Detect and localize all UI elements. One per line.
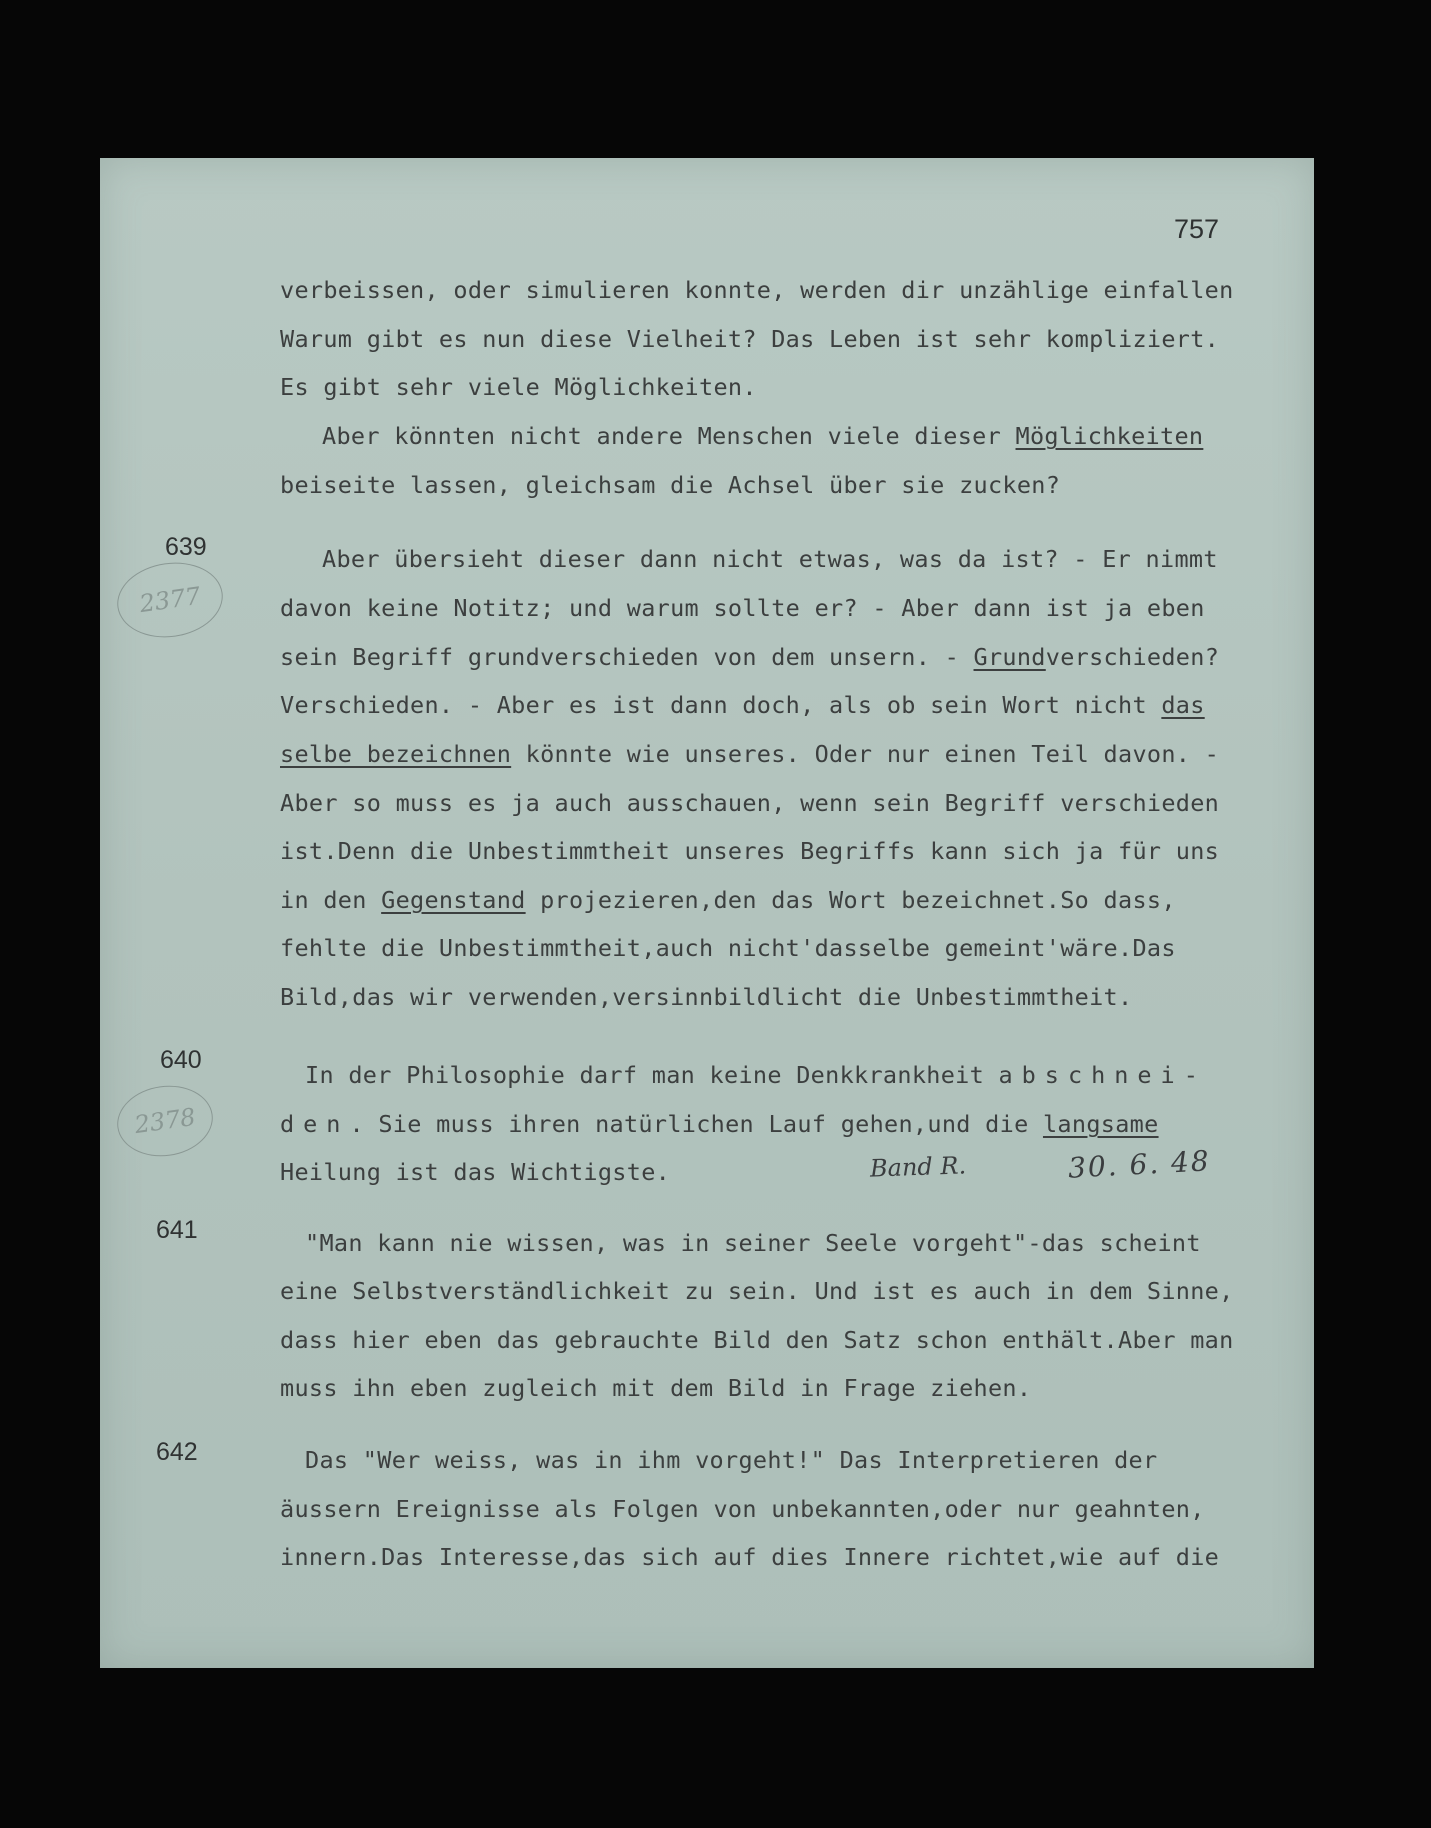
page-number: 757 bbox=[1174, 214, 1220, 244]
underlined-word: langsame bbox=[1042, 1110, 1159, 1138]
text-segment: Das "Wer weiss, was in ihm vorgeht!" Das Interpretieren der bbox=[305, 1446, 1158, 1474]
typed-line bbox=[280, 886, 1176, 914]
text-segment: muss ihn eben zugleich mit dem Bild in Frage ziehen. bbox=[280, 1374, 1032, 1402]
typed-line bbox=[280, 471, 1061, 499]
text-segment: beiseite lassen, gleichsam die Achsel über sie zucken? bbox=[280, 471, 1061, 499]
handwritten-band-note: Band R. bbox=[869, 1151, 967, 1183]
typed-line bbox=[280, 594, 1205, 622]
text-segment: dass hier eben das gebrauchte Bild den Satz schon enthält.Aber man bbox=[280, 1326, 1234, 1354]
typed-line bbox=[280, 643, 1220, 671]
remark-number-639: 639 bbox=[165, 533, 207, 561]
remark-number-640: 640 bbox=[160, 1046, 202, 1074]
stamp-circle-2378 bbox=[113, 1080, 218, 1163]
typed-line bbox=[280, 934, 1176, 962]
remark-number-641: 641 bbox=[156, 1216, 198, 1244]
stamp-number: 2378 bbox=[132, 1102, 198, 1140]
typed-line bbox=[280, 1543, 1220, 1571]
text-segment: sein Begriff grundverschieden von dem unsern. - bbox=[280, 643, 974, 671]
text-segment: Aber übersieht dieser dann nicht etwas, was da ist? - Er nimmt bbox=[322, 545, 1218, 573]
typed-line bbox=[280, 983, 1133, 1011]
stamp-circle-2377 bbox=[112, 556, 227, 644]
typed-line bbox=[280, 1326, 1234, 1354]
typed-line bbox=[322, 545, 1218, 573]
underlined-word: das bbox=[1161, 691, 1205, 719]
typed-line bbox=[280, 691, 1205, 719]
text-segment: verschieden? bbox=[1045, 643, 1220, 671]
typescript-page bbox=[100, 158, 1314, 1668]
text-segment: Verschieden. - Aber es ist dann doch, als ob sein Wort nicht bbox=[280, 691, 1162, 719]
text-segment: In der Philosophie darf man keine Denkkrankheit bbox=[305, 1061, 999, 1089]
text-segment: Bild,das wir verwenden,versinnbildlicht die Unbestimmtheit. bbox=[280, 983, 1133, 1011]
typed-line bbox=[280, 276, 1234, 304]
remark-number-642: 642 bbox=[156, 1438, 198, 1466]
typed-line bbox=[280, 740, 1220, 768]
text-segment: ist.Denn die Unbestimmtheit unseres Begriffs kann sich ja für uns bbox=[280, 837, 1220, 865]
text-segment: Es gibt sehr viele Möglichkeiten. bbox=[280, 373, 757, 401]
typed-line bbox=[280, 1495, 1205, 1523]
text-segment: eine Selbstverständlichkeit zu sein. Und ist es auch in dem Sinne, bbox=[280, 1277, 1234, 1305]
text-segment: Heilung ist das Wichtigste. bbox=[280, 1158, 671, 1186]
text-segment: könnte wie unseres. Oder nur einen Teil davon. - bbox=[511, 740, 1220, 768]
typed-line bbox=[280, 837, 1220, 865]
text-segment: "Man kann nie wissen, was in seiner Seele vorgeht"-das scheint bbox=[305, 1229, 1201, 1257]
text-segment: verbeissen, oder simulieren konnte, werden dir unzählige einfallen bbox=[280, 276, 1234, 304]
text-segment: den bbox=[280, 1110, 350, 1138]
text-segment: davon keine Notitz; und warum sollte er? - Aber dann ist ja eben bbox=[280, 594, 1205, 622]
text-segment: Aber könnten nicht andere Menschen viele dieser bbox=[322, 422, 1016, 450]
text-segment: projezieren,den das Wort bezeichnet.So dass, bbox=[525, 886, 1176, 914]
underlined-word: Grund bbox=[973, 643, 1046, 671]
underlined-word: selbe bezeichnen bbox=[280, 740, 512, 768]
typed-line bbox=[280, 373, 757, 401]
typed-line bbox=[305, 1446, 1158, 1474]
typed-line bbox=[280, 1158, 671, 1186]
text-segment: Aber so muss es ja auch ausschauen, wenn sein Begriff verschieden bbox=[280, 789, 1220, 817]
text-segment: äussern Ereignisse als Folgen von unbekannten,oder nur geahnten, bbox=[280, 1495, 1205, 1523]
text-segment: Warum gibt es nun diese Vielheit? Das Leben ist sehr kompliziert. bbox=[280, 325, 1220, 353]
typed-line bbox=[305, 1229, 1201, 1257]
typed-line bbox=[280, 325, 1220, 353]
underlined-word: Möglichkeiten bbox=[1015, 422, 1204, 450]
handwritten-date: 30. 6. 48 bbox=[1067, 1144, 1212, 1185]
typed-line bbox=[280, 1374, 1032, 1402]
typed-line bbox=[322, 422, 1204, 450]
text-segment: . Sie muss ihren natürlichen Lauf gehen,und die bbox=[349, 1110, 1043, 1138]
text-segment: in den bbox=[280, 886, 382, 914]
typed-line bbox=[280, 1110, 1159, 1138]
typed-line bbox=[305, 1061, 1207, 1089]
text-segment: fehlte die Unbestimmtheit,auch nicht'dasselbe gemeint'wäre.Das bbox=[280, 934, 1176, 962]
text-segment: abschnei- bbox=[998, 1061, 1207, 1089]
typed-line bbox=[280, 789, 1220, 817]
typed-line bbox=[280, 1277, 1234, 1305]
stamp-number: 2377 bbox=[137, 581, 203, 619]
text-segment: innern.Das Interesse,das sich auf dies Innere richtet,wie auf die bbox=[280, 1543, 1220, 1571]
underlined-word: Gegenstand bbox=[381, 886, 526, 914]
